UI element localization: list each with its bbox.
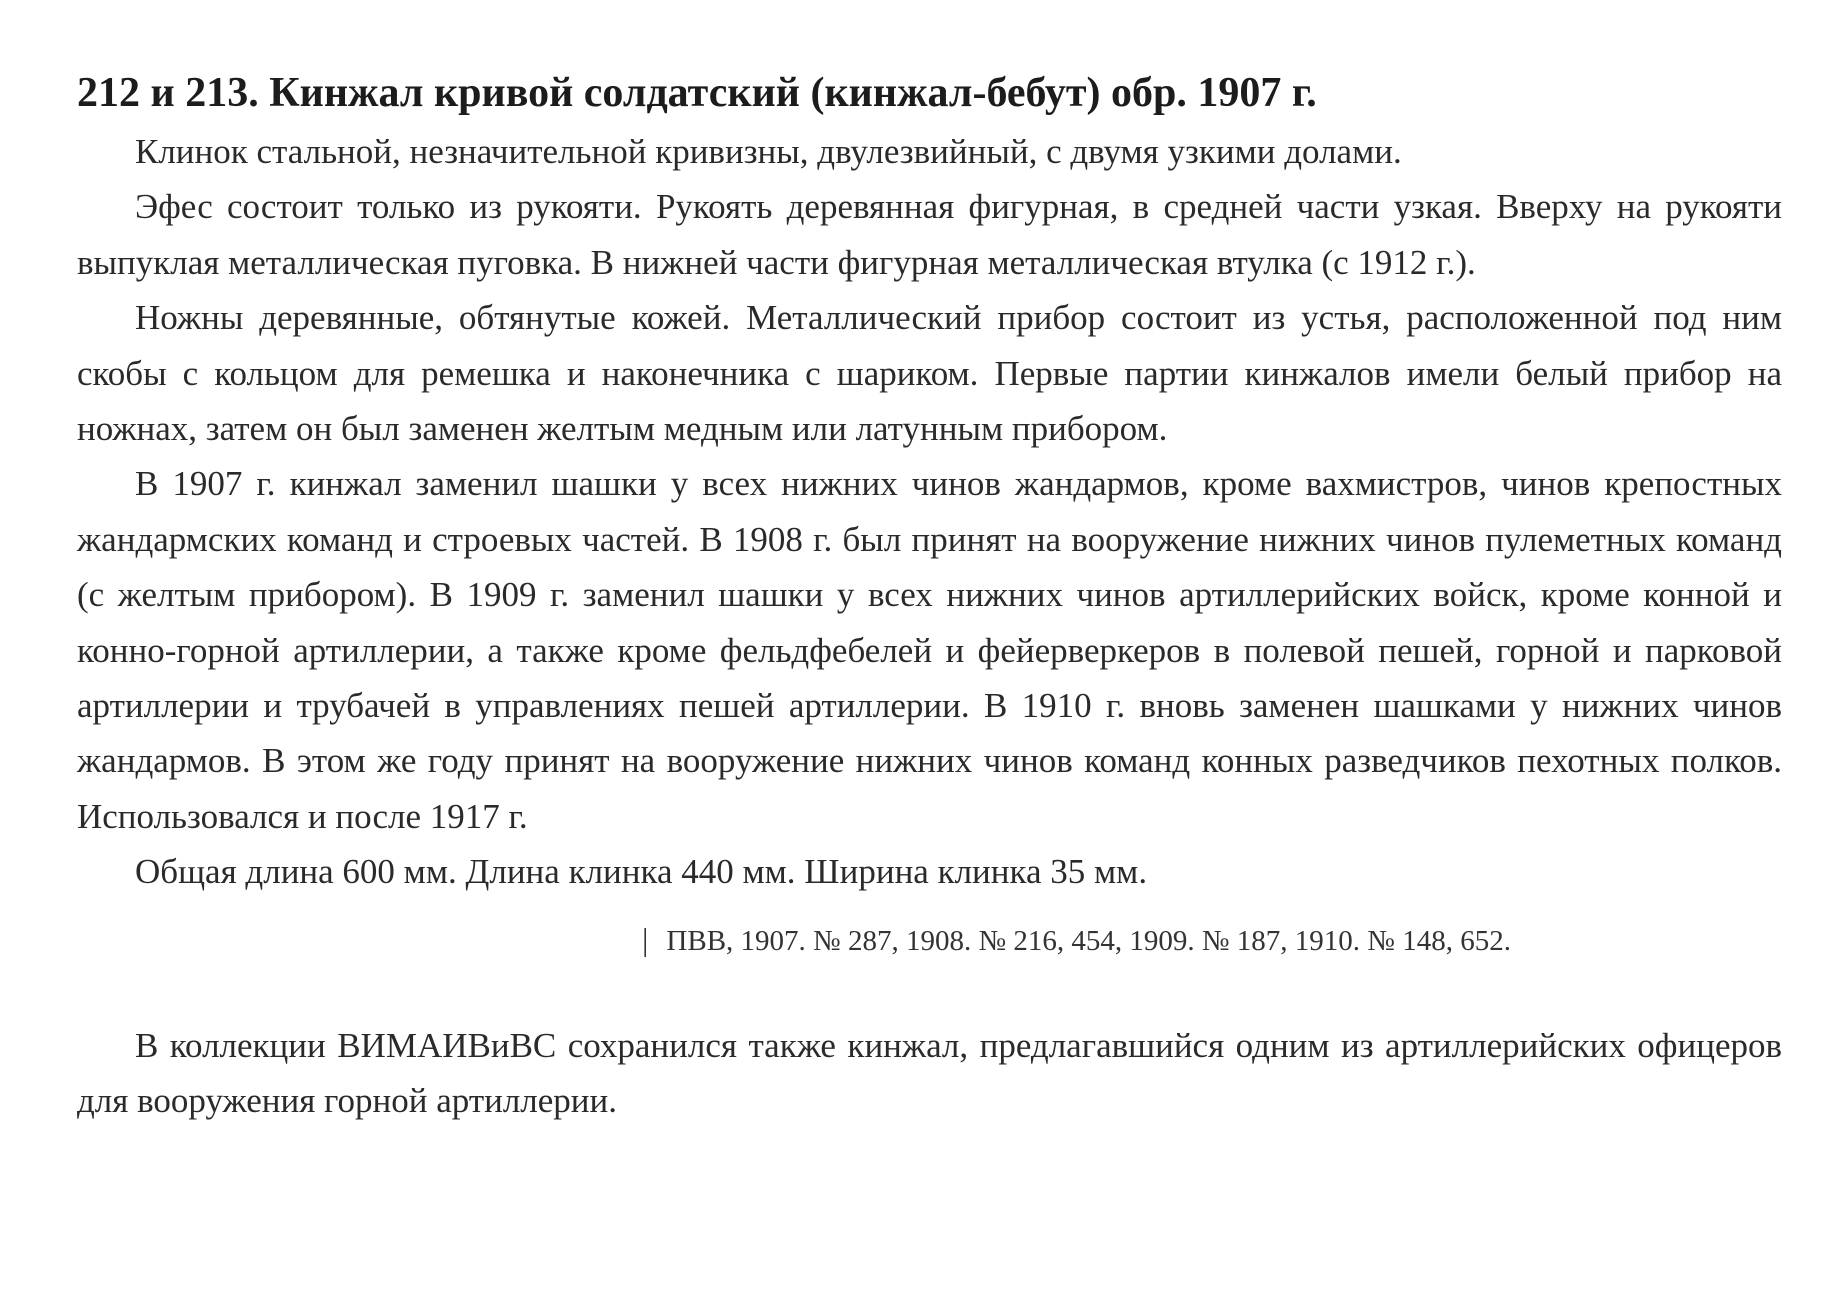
paragraph-history: В 1907 г. кинжал заменил шашки у всех нижних чинов жандармов, кроме вахмистров, чинов крепостных жандармских команд и строевых частей. В 1908 г. был принят на вооружение нижних чинов пулеметных команд (с желтым прибором). В 1909 г. заменил шашки у всех нижних чинов артиллерийских войск, кроме конной и конно-горной артиллерии, а также кроме фельдфебелей и фейерверкеров в полевой пешей, горной и парковой артиллерии и трубачей в управлениях пешей артиллерии. В 1910 г. вновь заменен шашками у нижних чинов жандармов. В этом же году принят на вооружение нижних чинов команд конных разведчиков пехотных полков. Использовался и после 1917 г.	[77, 464, 1782, 836]
document-page	[77, 62, 1782, 1129]
paragraph-dimensions: Общая длина 600 мм. Длина клинка 440 мм. Ширина клинка 35 мм.	[135, 852, 1148, 892]
source-text: ПВВ, 1907. № 287, 1908. № 216, 454, 1909. № 187, 1910. № 148, 652.	[666, 924, 1511, 957]
source-reference	[77, 914, 1782, 966]
paragraph-blade: Клинок стальной, незначительной кривизны, двулезвийный, с двумя узкими долами.	[135, 132, 1402, 171]
paragraph-hilt: Эфес состоит только из рукояти. Рукоять деревянная фигурная, в средней части узкая. Вверху на рукояти выпуклая металлическая пуговка. В нижней части фигурная металлическая втулка (с 1912 г.).	[77, 187, 1782, 282]
section-heading: 212 и 213. Кинжал кривой солдатский (кинжал-бебут) обр. 1907 г.	[77, 70, 1317, 116]
source-bar: |	[642, 920, 649, 957]
paragraph-scabbard: Ножны деревянные, обтянутые кожей. Металлический прибор состоит из устья, расположенной под ним скобы с кольцом для ремешка и наконечника с шариком. Первые партии кинжалов имели белый прибор на ножнах, затем он был заменен желтым медным или латунным прибором.	[77, 298, 1782, 449]
paragraph-collection-note: В коллекции ВИМАИВиВС сохранился также кинжал, предлагавшийся одним из артиллерийских офицеров для вооружения горной артиллерии.	[77, 1025, 1782, 1121]
